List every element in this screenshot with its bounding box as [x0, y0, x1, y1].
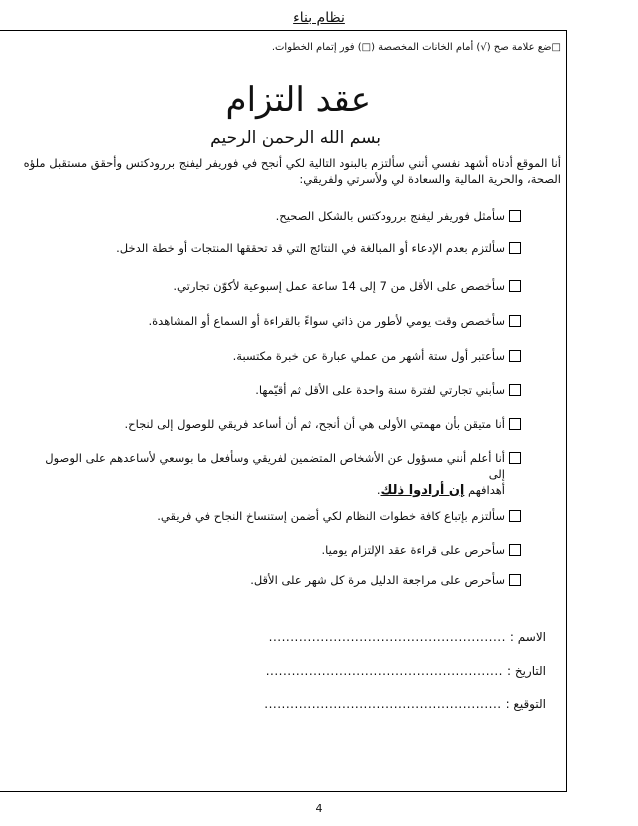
- commitment-item-10: [321, 542, 521, 558]
- commitment-item-7: [125, 416, 521, 432]
- name-field[interactable]: [269, 630, 546, 644]
- checkbox[interactable]: [509, 510, 521, 522]
- name-label: الاسم :: [509, 630, 546, 644]
- checkbox[interactable]: [509, 418, 521, 430]
- signature-line[interactable]: .......................................................: [264, 697, 502, 711]
- commitment-item-8: [31, 450, 521, 499]
- commitment-period: .: [376, 483, 381, 497]
- commitment-text: سأحرص على قراءة عقد الإلتزام يوميا.: [321, 543, 505, 557]
- checkbox[interactable]: [509, 242, 521, 254]
- checkbox[interactable]: [509, 315, 521, 327]
- page-number: 4: [315, 802, 323, 815]
- checkbox[interactable]: [509, 280, 521, 292]
- commitment-text: سألتزم بإتباع كافة خطوات النظام لكي أضمن إستنساخ النجاح في فريقي.: [157, 509, 505, 523]
- commitment-text: أنا أعلم أنني مسؤول عن الأشخاص المتضمين لفريقي وسأفعل ما بوسعي لأساعدهم على الوصول إلى: [45, 451, 505, 481]
- instruction-text: □ضع علامة صح (√) أمام الخانات المخصصة (□) فور إتمام الخطوات.: [271, 42, 561, 53]
- commitment-item-1: [276, 208, 521, 224]
- commitment-text: سأخصص على الأقل من 7 إلى 14 ساعة عمل إسبوعية لأكوّن تجارتي.: [173, 279, 505, 293]
- date-field[interactable]: [266, 664, 546, 678]
- checkbox[interactable]: [509, 574, 521, 586]
- checkbox[interactable]: [509, 384, 521, 396]
- commitment-item-5: [233, 348, 521, 364]
- signature-field[interactable]: [264, 697, 546, 711]
- date-line[interactable]: .......................................................: [265, 664, 503, 678]
- date-label: التاريخ :: [506, 664, 546, 678]
- commitment-text: سأمثل فوريفر ليفنج بررودكتس بالشكل الصحيح.: [275, 209, 505, 223]
- commitment-text: سأحرص على مراجعة الدليل مرة كل شهر على الأقل.: [250, 573, 505, 587]
- commitment-item-3: [173, 278, 521, 294]
- commitment-text-cont: أهدافهم: [468, 483, 505, 497]
- document-header: نظام بناء: [293, 10, 345, 26]
- commitment-text: أنا متيقن بأن مهمتي الأولى هي أن أنجح، ثم أن أساعد فريقي للوصول إلى لنجاح.: [124, 417, 505, 431]
- checkbox[interactable]: [509, 452, 521, 464]
- basmala: بسم الله الرحمن الرحيم: [210, 128, 381, 148]
- checkbox[interactable]: [509, 210, 521, 222]
- commitment-item-11: [250, 572, 521, 588]
- commitment-text: سأخصص وقت يومي لأطور من ذاتي سواءً بالقراءة أو السماع أو المشاهدة.: [148, 314, 505, 328]
- intro-paragraph: أنا الموقع أدناه أشهد نفسي أنني سألتزم بالبنود التالية لكي أنجح في فوريفر ليفنج بررودكتس وأحقق مستقبل ملؤه الصحة، والحرية المالية والسعادة لي ولأسرتي ولفريقي:: [23, 156, 561, 186]
- signature-label: التوقيع :: [505, 697, 546, 711]
- commitment-emphasis: إن أرادوا ذلك: [380, 483, 465, 498]
- commitment-item-2: [116, 240, 521, 256]
- commitment-text: سأبني تجارتي لفترة سنة واحدة على الأقل ثم أقيّمها.: [255, 383, 505, 397]
- checkbox[interactable]: [509, 544, 521, 556]
- name-line[interactable]: .......................................................: [268, 630, 506, 644]
- commitment-item-9: [157, 508, 521, 524]
- page-title: عقد التزام: [225, 80, 371, 120]
- checkbox[interactable]: [509, 350, 521, 362]
- commitment-text: سألتزم بعدم الإدعاء أو المبالغة في النتائج التي قد تحققها المنتجات أو خطة الدخل.: [116, 241, 505, 255]
- commitment-item-6: [255, 382, 521, 398]
- commitment-item-4: [148, 313, 521, 329]
- commitment-text: سأعتبر أول ستة أشهر من عملي عبارة عن خبرة مكتسبة.: [232, 349, 505, 363]
